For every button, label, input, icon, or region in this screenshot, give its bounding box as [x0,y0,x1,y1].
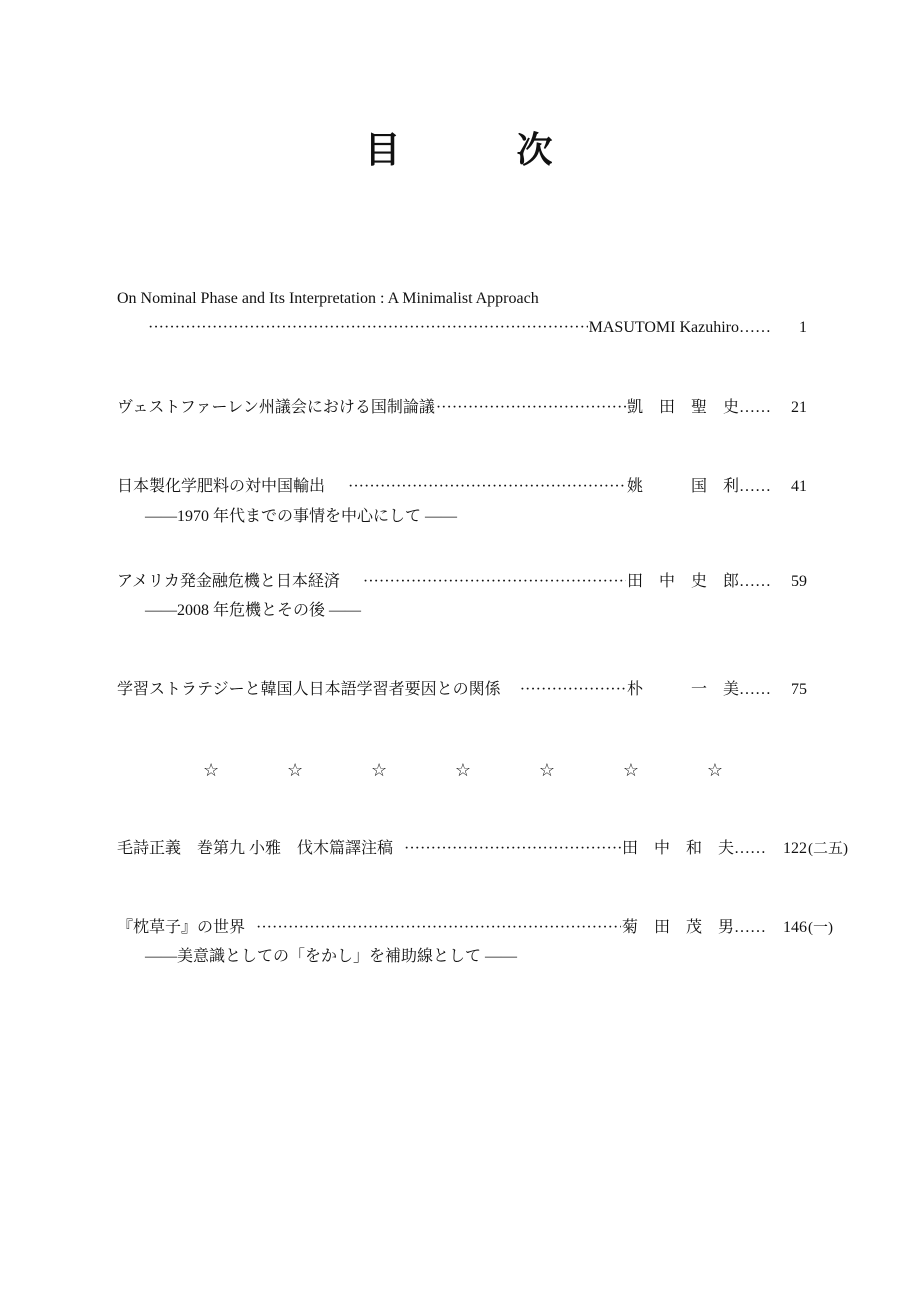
toc-entry-title: ヴェストファーレン州議会における国制論議 [117,399,435,416]
toc-entry-title: 日本製化学肥料の対中国輸出 [117,478,326,495]
toc-entry-kanji-page: (二五) [808,841,848,857]
star-icon: ☆ [538,760,556,780]
toc-entry-page: 75 [791,681,807,698]
toc-entry-title: 『枕草子』の世界 [117,919,246,936]
toc-entry [147,318,807,338]
toc-entry-author: 菊 田 茂 男 [621,919,734,936]
title-char-1: 目 [364,130,401,170]
toc-entry [117,918,833,938]
star-icon: ☆ [706,760,723,780]
toc-entry-subtitle: ――1970 年代までの事情を中心にして ―― [145,508,458,525]
dot-leader [148,318,588,338]
toc-entry-page: 1 [799,319,807,336]
star-icon: ☆ [622,760,639,780]
toc-entry-title: アメリカ発金融危機と日本経済 [117,573,340,590]
toc-entry [117,572,807,592]
star-icon: ☆ [370,760,388,780]
toc-entry-title: On Nominal Phase and Its Interpretation : A Minimalist Approach [117,290,539,307]
author-leader: …… [739,399,771,416]
page-title [0,122,917,173]
author-leader: …… [734,840,766,857]
toc-entry-subtitle: ――2008 年危機とその後 ―― [145,602,362,619]
toc-entry-page: 41 [791,478,807,495]
dot-leader [404,839,621,859]
toc-entry-title: 毛詩正義 巻第九 小雅 伐木篇譯注稿 [117,840,394,857]
star-icon: ☆ [286,760,304,780]
star-icon: ☆ [454,760,472,780]
toc-entry-page: 122 [783,840,807,857]
author-leader: …… [739,319,771,336]
dot-leader [348,477,626,497]
toc-entry-author: 朴 一 美 [626,681,739,698]
toc-entry-page: 59 [791,573,807,590]
toc-entry-author: 姚 国 利 [626,478,739,495]
toc-entry-page: 21 [791,399,807,416]
author-leader: …… [739,478,771,495]
toc-entry-title: 学習ストラテジーと韓国人日本語学習者要因との関係 [117,681,501,698]
toc-entry-author: 田 中 和 夫 [621,840,734,857]
toc-entry [117,839,848,859]
author-leader: …… [739,573,771,590]
title-char-2: 次 [516,130,553,170]
toc-entry-subtitle: ――美意識としての「をかし」を補助線として ―― [145,948,518,965]
toc-entry [117,680,807,700]
toc-entry-author: 凱 田 聖 史 [626,399,739,416]
toc-entry-author: 田 中 史 郎 [626,573,739,590]
author-leader: …… [734,919,766,936]
toc-entry [117,398,807,418]
star-icon: ☆ [203,760,220,780]
dot-leader [256,918,621,938]
toc-entry-kanji-page: (一) [808,920,833,936]
section-divider-stars [203,760,723,781]
toc-entry-page: 146 [783,919,807,936]
dot-leader [520,680,626,700]
dot-leader [363,572,626,592]
toc-entry [117,477,807,497]
toc-entry-author: MASUTOMI Kazuhiro [588,319,739,336]
author-leader: …… [739,681,771,698]
dot-leader [436,398,626,418]
